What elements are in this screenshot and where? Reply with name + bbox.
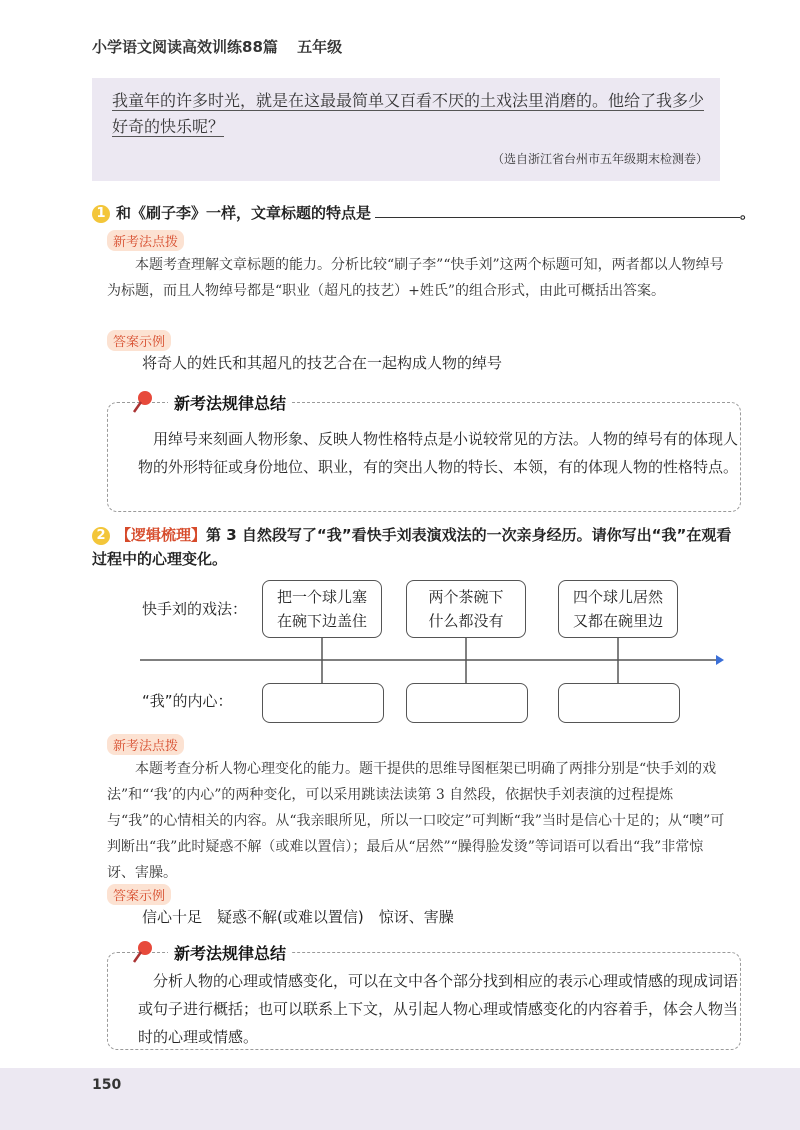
- rule-text-1: 用绰号来刻画人物形象、反映人物性格特点是小说较常见的方法。人物的绰号有的体现人物的外形特征或身份地位、职业，有的突出人物的特长、本领，有的体现人物的性格特点。: [138, 430, 739, 476]
- answer-text-2: 信心十足 疑惑不解(或难以置信) 惊讶、害臊: [142, 908, 454, 926]
- answer-tag-1: 答案示例: [107, 330, 171, 351]
- trick-1-line2: 在碗下边盖住: [276, 612, 367, 630]
- rule-box-1: [107, 394, 741, 512]
- excerpt-text: [112, 88, 704, 140]
- tricks-row-label: 快手刘的戏法：: [142, 600, 248, 618]
- rule-box-2: [107, 944, 741, 1050]
- page-number: 150: [92, 1077, 122, 1093]
- question-number-2: 2: [92, 527, 110, 545]
- question-2-text: 第 3 自然段写了“我”看快手刘表演戏法的一次亲身经历。请你写出“我”在观看过程中的心理变化。: [92, 526, 732, 568]
- question-1-text: 和《刷子李》一样，文章标题的特点是: [116, 204, 372, 222]
- excerpt-underlined: 我童年的许多时光，就是在这最最简单又百看不厌的土戏法里消磨的。他给了我多少好奇的快乐呢？: [112, 91, 705, 136]
- pushpin-icon: [130, 939, 156, 965]
- tip-text-2: 本题考查分析人物心理变化的能力。题干提供的思维导图框架已明确了两排分别是“快手刘的戏法”和“‘我’的内心”的两种变化，可以采用跳读法读第 3 自然段，依据快手刘表演的过程提炼与“我”的心情相关的内容。从“我亲眼所见，所以一口咬定”可判断“我”当时是信心十足的；从“噢”可判断出“我”此时疑惑不解（或难以置信）；最后从“居然”“臊得脸发烫”等词语可以看出“我”非常惊讶、害臊。: [107, 761, 725, 881]
- trick-2-line2: 什么都没有: [428, 612, 504, 630]
- tip-tag-2: 新考法点拨: [107, 734, 184, 755]
- rule-title-2: 新考法规律总结: [168, 941, 292, 964]
- book-title: 小学语文阅读高效训练88篇: [92, 38, 278, 56]
- logic-tag: 【逻辑梳理】: [116, 526, 207, 544]
- trick-3-line2: 又都在碗里边: [572, 612, 663, 630]
- feeling-answer-box-1[interactable]: [262, 683, 384, 723]
- excerpt-source: （选自浙江省台州市五年级期末检测卷）: [491, 152, 708, 166]
- feeling-answer-box-2[interactable]: [406, 683, 528, 723]
- timeline-arrowhead: [716, 655, 724, 665]
- trick-box-2: [406, 580, 526, 638]
- feeling-answer-box-3[interactable]: [558, 683, 680, 723]
- trick-3-line1: 四个球儿居然: [572, 588, 663, 606]
- answer-tag-2: 答案示例: [107, 884, 171, 905]
- tip-tag-1: 新考法点拨: [107, 230, 184, 251]
- feelings-row-label: “我”的内心：: [142, 692, 233, 710]
- trick-box-1: [262, 580, 382, 638]
- question-1-end: 。: [740, 204, 756, 222]
- rule-title-1: 新考法规律总结: [168, 391, 292, 414]
- trick-2-line1: 两个茶碗下: [428, 588, 504, 606]
- rule-text-2: 分析人物的心理或情感变化，可以在文中各个部分找到相应的表示心理或情感的现成词语或句子进行概括；也可以联系上下文，从引起人物心理或情感变化的内容着手，体会人物当时的心理或情感。: [138, 972, 739, 1046]
- page-header: [92, 36, 356, 57]
- answer-blank-1[interactable]: [375, 203, 740, 218]
- question-2: [92, 523, 732, 571]
- tip-text-1: 本题考查理解文章标题的能力。分析比较“刷子李”“快手刘”这两个标题可知，两者都以人物绰号为标题，而且人物绰号都是“职业（超凡的技艺）+姓氏”的组合形式，由此可概括出答案。: [107, 257, 724, 299]
- excerpt-box: [92, 78, 720, 181]
- pushpin-icon: [130, 389, 156, 415]
- answer-text-1: 将奇人的姓氏和其超凡的技艺合在一起构成人物的绰号: [142, 354, 503, 372]
- trick-1-line1: 把一个球儿塞: [276, 588, 367, 606]
- grade-label: 五年级: [297, 38, 343, 56]
- trick-box-3: [558, 580, 678, 638]
- question-number-1: 1: [92, 205, 110, 223]
- question-1: [92, 202, 755, 223]
